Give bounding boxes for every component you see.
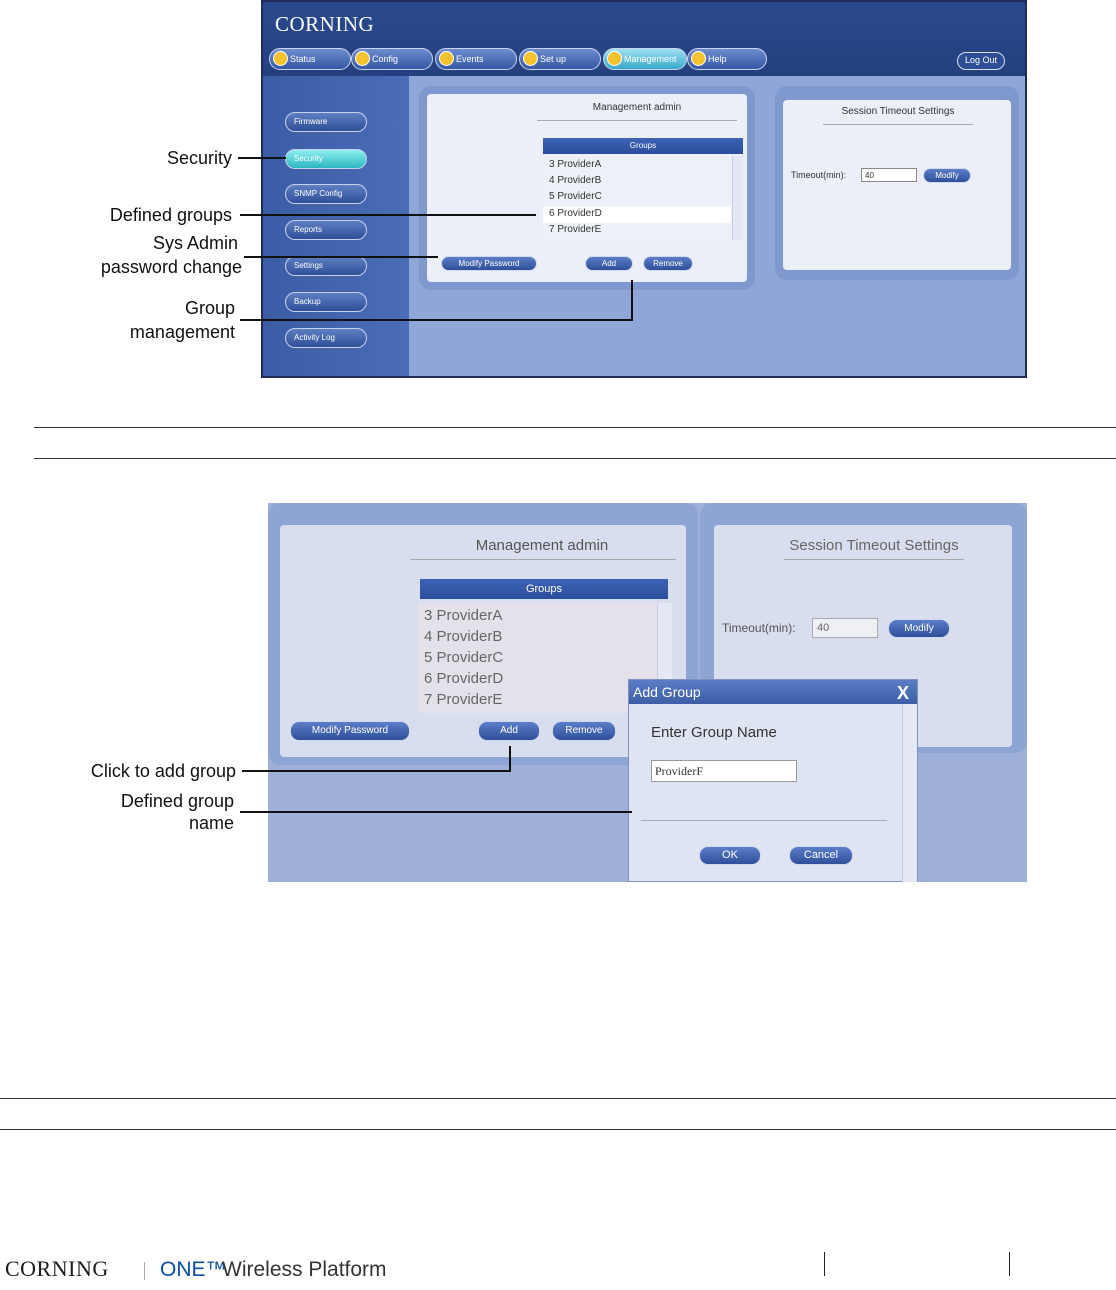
leader-line [631, 280, 633, 321]
list-item[interactable]: 3 ProviderA [424, 607, 503, 624]
add-button[interactable]: Add [585, 256, 633, 271]
callout-password-change: password change [100, 257, 242, 277]
footer-separator [1009, 1252, 1010, 1276]
modify-timeout-button[interactable]: Modify [923, 168, 971, 183]
divider [34, 458, 1116, 459]
remove-button[interactable]: Remove [643, 256, 693, 271]
list-item[interactable]: 5 ProviderC [424, 649, 504, 666]
timeout-label: Timeout(min): [722, 621, 796, 635]
tab-setup[interactable]: Set up [519, 48, 601, 70]
panel-title: Session Timeout Settings [841, 106, 955, 117]
logout-button[interactable]: Log Out [957, 52, 1005, 70]
sidebar-item-backup[interactable]: Backup [285, 292, 367, 312]
list-scrollbar[interactable] [732, 156, 743, 240]
setup-icon [523, 51, 538, 66]
panel-title: Management admin [475, 537, 609, 554]
list-item[interactable]: 6 ProviderD [424, 670, 504, 687]
add-group-screenshot [268, 503, 1027, 882]
callout-sys-admin: Sys Admin [152, 233, 238, 253]
management-admin-panel [419, 86, 755, 290]
leader-line [240, 319, 632, 321]
dialog-scrollbar[interactable] [902, 704, 917, 882]
footer-one: ONE™ [160, 1258, 227, 1281]
callout-click-add: Click to add group [90, 761, 236, 781]
divider [0, 1098, 1116, 1099]
ok-button[interactable]: OK [699, 846, 761, 865]
dialog-title-bar [629, 680, 917, 704]
panel-title: Session Timeout Settings [789, 537, 959, 554]
tab-help[interactable]: Help [687, 48, 767, 70]
leader-line [238, 157, 286, 159]
footer-separator [144, 1262, 145, 1280]
modify-password-button[interactable]: Modify Password [290, 721, 410, 741]
add-group-dialog [628, 679, 918, 882]
sidebar-item-settings[interactable]: Settings [285, 256, 367, 276]
cancel-button[interactable]: Cancel [789, 846, 853, 865]
leader-line [244, 256, 438, 258]
footer-corning-logo: CORNING [5, 1256, 109, 1281]
events-icon [439, 51, 454, 66]
sidebar [263, 76, 409, 378]
callout-defined-group: Defined group [120, 791, 234, 811]
add-button[interactable]: Add [478, 721, 540, 741]
callout-name: name [188, 813, 234, 833]
leader-line [509, 746, 511, 772]
session-timeout-panel [775, 86, 1019, 280]
close-icon[interactable]: X [896, 683, 909, 703]
list-item[interactable]: 7 ProviderE [424, 691, 503, 708]
tab-management[interactable]: Management [603, 48, 687, 70]
groups-list[interactable] [543, 156, 743, 240]
list-item[interactable]: 6 ProviderD [549, 208, 602, 219]
list-item[interactable]: 4 ProviderB [424, 628, 503, 645]
sidebar-item-security[interactable]: Security [285, 149, 367, 169]
status-icon [273, 51, 288, 66]
callout-group: Group [184, 298, 235, 318]
leader-line [240, 811, 632, 813]
panel-title: Management admin [592, 102, 682, 113]
list-item[interactable]: 5 ProviderC [549, 191, 602, 202]
footer-wireless-platform: Wireless Platform [222, 1258, 387, 1281]
sidebar-item-activity-log[interactable]: Activity Log [285, 328, 367, 348]
divider [34, 427, 1116, 428]
divider [0, 1129, 1116, 1130]
management-screenshot [261, 0, 1027, 378]
top-bar [263, 2, 1025, 76]
callout-defined-groups: Defined groups [109, 205, 232, 225]
dialog-title: Add Group [633, 684, 701, 700]
main-area [409, 76, 1025, 376]
callout-security: Security [166, 148, 232, 168]
divider [641, 820, 887, 821]
help-icon [691, 51, 706, 66]
timeout-label: Timeout(min): [791, 170, 847, 180]
callout-management: management [129, 322, 235, 342]
config-icon [355, 51, 370, 66]
leader-line [240, 214, 536, 216]
tab-status[interactable]: Status [269, 48, 351, 70]
modify-timeout-button[interactable]: Modify [888, 619, 950, 638]
modify-password-button[interactable]: Modify Password [441, 256, 537, 271]
timeout-input[interactable]: 40 [861, 168, 917, 182]
groups-list-header: Groups [420, 579, 668, 599]
leader-line [242, 770, 510, 772]
sidebar-item-firmware[interactable]: Firmware [285, 112, 367, 132]
tab-events[interactable]: Events [435, 48, 517, 70]
list-item[interactable]: 4 ProviderB [549, 175, 602, 186]
footer-separator [824, 1252, 825, 1276]
sidebar-item-reports[interactable]: Reports [285, 220, 367, 240]
remove-button[interactable]: Remove [552, 721, 616, 741]
group-name-input[interactable]: ProviderF [651, 760, 797, 782]
list-item[interactable]: 7 ProviderE [549, 224, 602, 235]
list-item[interactable]: 3 ProviderA [549, 159, 602, 170]
corning-logo: CORNING [275, 12, 375, 36]
management-icon [607, 51, 622, 66]
sidebar-item-snmp-config[interactable]: SNMP Config [285, 184, 367, 204]
tab-config[interactable]: Config [351, 48, 433, 70]
timeout-input[interactable]: 40 [812, 618, 878, 638]
groups-list-header: Groups [543, 138, 743, 154]
group-name-prompt: Enter Group Name [651, 724, 777, 741]
